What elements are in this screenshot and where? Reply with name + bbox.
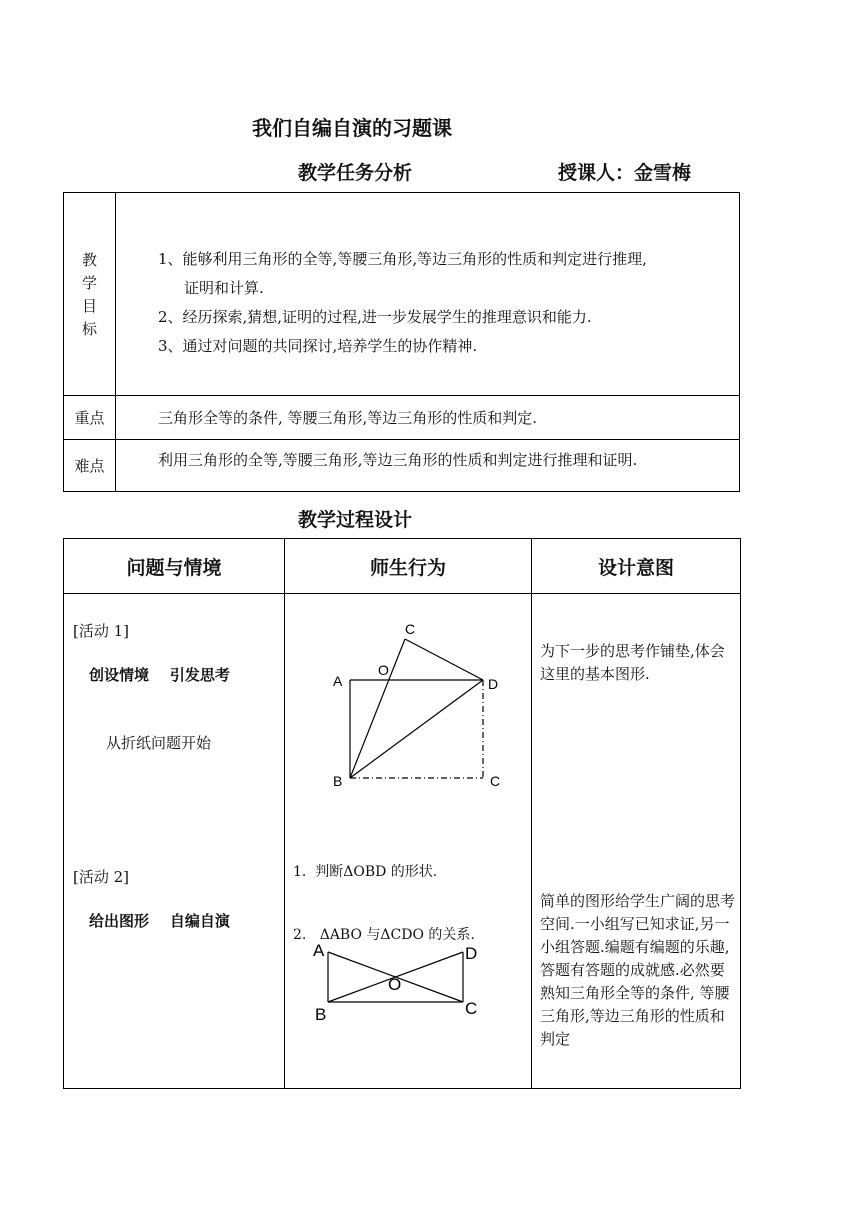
process-table — [63, 538, 741, 1089]
key-text: 三角形全等的条件, 等腰三角形,等边三角形的性质和判定. — [158, 409, 538, 427]
difficulty-text: 利用三角形的全等,等腰三角形,等边三角形的性质和判定进行推理和证明. — [158, 451, 638, 469]
fig2-label-c: C — [465, 999, 478, 1018]
section-title-process: 教学过程设计 — [298, 509, 413, 531]
activity1-title: 创设情境 引发思考 — [89, 666, 230, 684]
activity2-design: 简单的图形给学生广阔的思考空间.一小组写已知求证,另一小组答题.编题有编题的乐趣,答题有答题的成就感.必然要熟知三角形全等的条件, 等腰三角形,等边三角形的性质和判定 — [540, 892, 736, 1048]
fig1-line-cd — [405, 639, 483, 680]
key-content-cell — [116, 396, 740, 440]
figure1-folding — [350, 639, 483, 778]
activity2-tag: [活动 2] — [73, 868, 130, 886]
activity2-title: 给出图形 自编自演 — [89, 912, 230, 930]
behavior-cell — [285, 594, 532, 1089]
fig1-label-o: O — [378, 662, 389, 678]
goal-label-char: 目 — [81, 297, 97, 315]
question-item: 1. 判断ΔOBD 的形状. — [293, 864, 438, 880]
fig1-label-c-bottom: C — [490, 773, 501, 789]
goal-label-char: 标 — [81, 320, 97, 338]
fig1-label-d: D — [488, 676, 499, 692]
goal-label-char: 教 — [81, 251, 97, 269]
activity1-design: 为下一步的思考作铺垫,体会这里的基本图形. — [540, 642, 725, 683]
activity1-tag: [活动 1] — [73, 622, 130, 640]
goal-label-cell — [64, 193, 116, 396]
goal-item: 3、通过对问题的共同探讨,培养学生的协作精神. — [158, 337, 478, 355]
goal-content-cell — [116, 193, 740, 396]
fig1-label-a: A — [333, 673, 343, 689]
fig1-label-b: B — [333, 773, 343, 789]
section-title-analysis: 教学任务分析 — [298, 162, 413, 184]
header-intent: 设计意图 — [532, 539, 741, 594]
fig2-label-a: A — [313, 941, 325, 960]
activity1-desc: 从折纸问题开始 — [106, 734, 212, 752]
teacher-name: 授课人：金雪梅 — [558, 162, 692, 184]
goal-item: 1、能够利用三角形的全等,等腰三角形,等边三角形的性质和判定进行推理, — [158, 250, 647, 268]
fig2-label-b: B — [315, 1005, 327, 1024]
intent-cell — [532, 594, 741, 1089]
goal-item: 2、经历探索,猜想,证明的过程,进一步发展学生的推理意识和能力. — [158, 308, 592, 326]
fig2-label-o: O — [388, 975, 402, 994]
key-label-cell: 重点 — [64, 396, 116, 440]
fig2-label-d: D — [465, 944, 478, 963]
fig1-label-c-top: C — [405, 621, 416, 637]
page-title: 我们自编自演的习题课 — [252, 116, 452, 140]
analysis-table — [63, 192, 740, 492]
goal-item-continuation: 证明和计算. — [184, 279, 264, 297]
difficulty-label-cell: 难点 — [64, 440, 116, 492]
goal-label-char: 学 — [81, 274, 97, 292]
difficulty-content-cell — [116, 440, 740, 492]
header-behavior: 师生行为 — [285, 539, 532, 594]
situation-cell — [64, 594, 285, 1089]
question-item: 2. ΔABO 与ΔCDO 的关系. — [293, 927, 475, 943]
header-situation: 问题与情境 — [64, 539, 285, 594]
